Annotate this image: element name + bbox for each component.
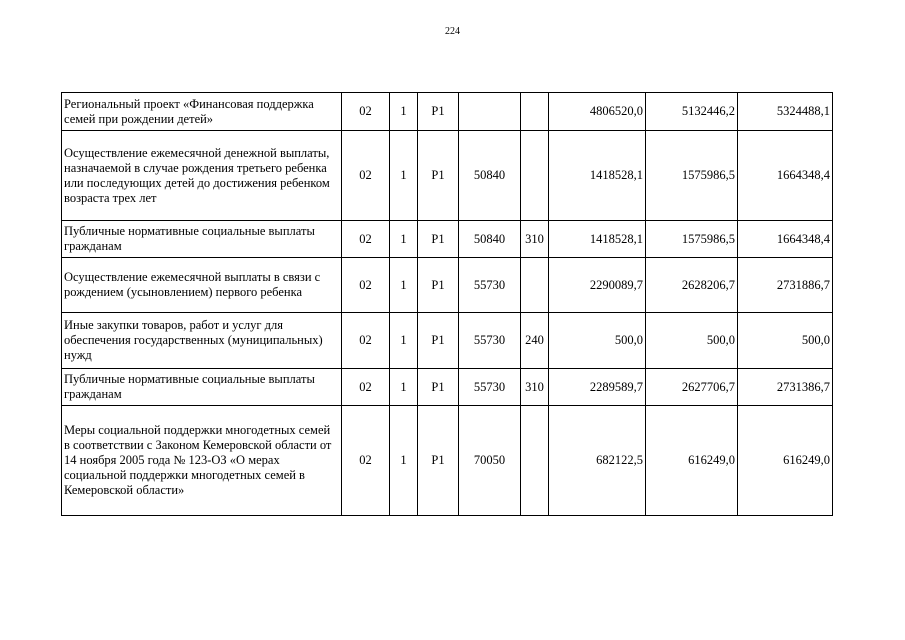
code-expense-type (521, 93, 549, 131)
amount-year-2: 5132446,2 (646, 93, 738, 131)
code-program: 1 (390, 258, 418, 313)
code-project: P1 (418, 258, 459, 313)
amount-year-1: 2290089,7 (549, 258, 646, 313)
code-program: 1 (390, 313, 418, 369)
amount-year-2: 1575986,5 (646, 131, 738, 221)
amount-year-1: 2289589,7 (549, 369, 646, 406)
amount-year-1: 1418528,1 (549, 221, 646, 258)
code-project: P1 (418, 369, 459, 406)
code-project: P1 (418, 406, 459, 516)
code-target: 70050 (459, 406, 521, 516)
code-program: 1 (390, 406, 418, 516)
amount-year-3: 616249,0 (738, 406, 833, 516)
code-target: 50840 (459, 131, 521, 221)
code-section: 02 (342, 131, 390, 221)
code-section: 02 (342, 313, 390, 369)
code-section: 02 (342, 221, 390, 258)
row-name: Меры социальной поддержки многодетных семей в соответствии с Законом Кемеровской области от 14 ноября 2005 года № 123-ОЗ «О мерах социальной поддержки многодетных семей в Кемеровской области» (62, 406, 342, 516)
page-number: 224 (445, 26, 460, 37)
amount-year-2: 500,0 (646, 313, 738, 369)
code-section: 02 (342, 93, 390, 131)
table-row (62, 93, 833, 131)
code-program: 1 (390, 369, 418, 406)
row-name: Осуществление ежемесячной выплаты в связи с рождением (усыновлением) первого ребенка (62, 258, 342, 313)
amount-year-3: 1664348,4 (738, 221, 833, 258)
code-target: 55730 (459, 313, 521, 369)
code-program: 1 (390, 93, 418, 131)
budget-table (61, 92, 833, 516)
amount-year-1: 1418528,1 (549, 131, 646, 221)
code-expense-type: 310 (521, 369, 549, 406)
code-expense-type: 310 (521, 221, 549, 258)
code-program: 1 (390, 221, 418, 258)
table-row (62, 221, 833, 258)
code-expense-type (521, 258, 549, 313)
code-project: P1 (418, 93, 459, 131)
code-section: 02 (342, 369, 390, 406)
code-project: P1 (418, 131, 459, 221)
amount-year-2: 616249,0 (646, 406, 738, 516)
code-expense-type (521, 406, 549, 516)
amount-year-3: 5324488,1 (738, 93, 833, 131)
row-name: Публичные нормативные социальные выплаты гражданам (62, 369, 342, 406)
row-name: Осуществление ежемесячной денежной выплаты, назначаемой в случае рождения третьего ребенка или последующих детей до достижения ребенком возраста трех лет (62, 131, 342, 221)
amount-year-1: 682122,5 (549, 406, 646, 516)
code-target: 55730 (459, 369, 521, 406)
row-name: Региональный проект «Финансовая поддержка семей при рождении детей» (62, 93, 342, 131)
amount-year-3: 2731886,7 (738, 258, 833, 313)
table-row (62, 313, 833, 369)
code-target (459, 93, 521, 131)
code-section: 02 (342, 258, 390, 313)
row-name: Публичные нормативные социальные выплаты гражданам (62, 221, 342, 258)
table-row (62, 131, 833, 221)
code-target: 50840 (459, 221, 521, 258)
code-expense-type: 240 (521, 313, 549, 369)
code-section: 02 (342, 406, 390, 516)
amount-year-3: 500,0 (738, 313, 833, 369)
amount-year-1: 500,0 (549, 313, 646, 369)
table-row (62, 369, 833, 406)
table-row (62, 258, 833, 313)
amount-year-3: 2731386,7 (738, 369, 833, 406)
code-expense-type (521, 131, 549, 221)
code-program: 1 (390, 131, 418, 221)
row-name: Иные закупки товаров, работ и услуг для обеспечения государственных (муниципальных) нужд (62, 313, 342, 369)
amount-year-3: 1664348,4 (738, 131, 833, 221)
amount-year-2: 2628206,7 (646, 258, 738, 313)
code-project: P1 (418, 221, 459, 258)
amount-year-1: 4806520,0 (549, 93, 646, 131)
table-row (62, 406, 833, 516)
code-target: 55730 (459, 258, 521, 313)
amount-year-2: 1575986,5 (646, 221, 738, 258)
amount-year-2: 2627706,7 (646, 369, 738, 406)
code-project: P1 (418, 313, 459, 369)
